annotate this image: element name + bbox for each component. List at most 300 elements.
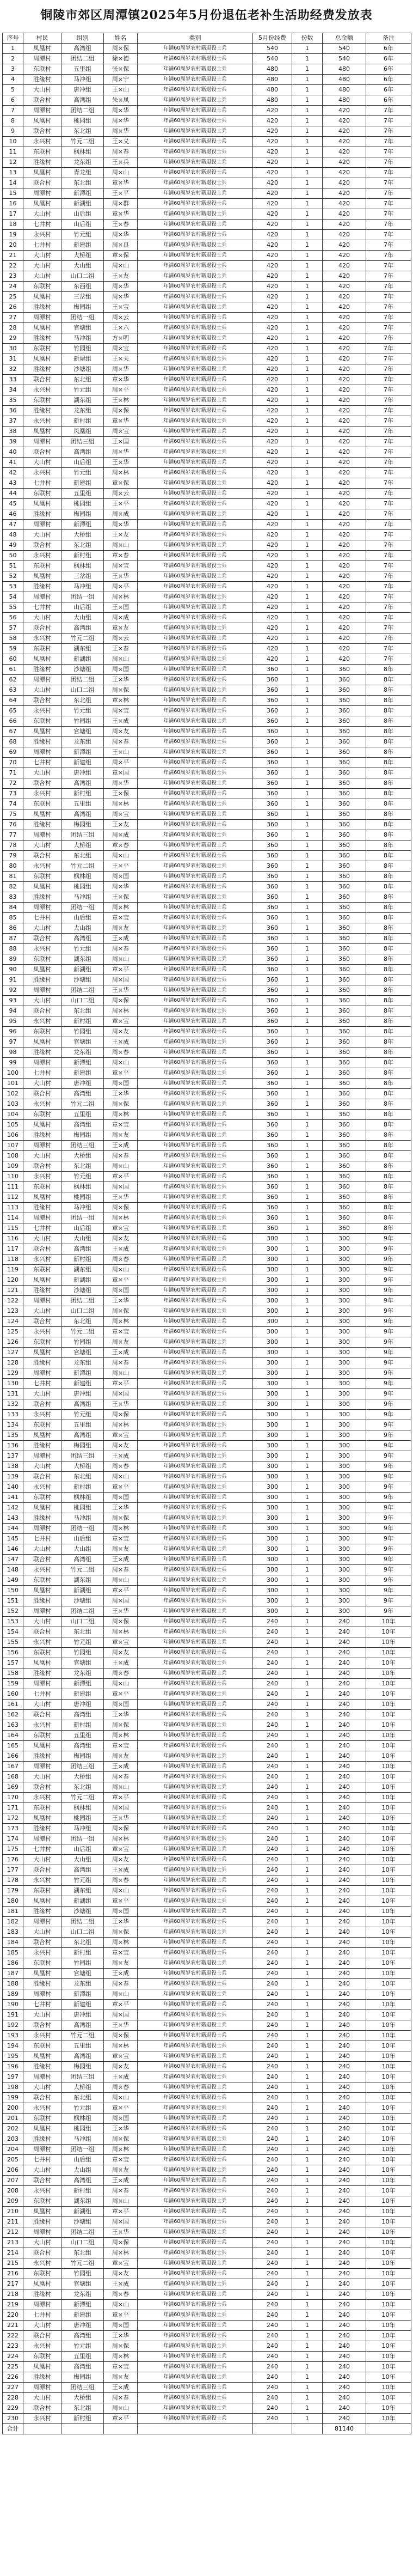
- cell-count: 1: [292, 1234, 323, 1244]
- cell-type: 年满60周岁农村籍退役士兵: [138, 437, 253, 447]
- cell-remark: 9年: [366, 1348, 411, 1358]
- cell-type: 年满60周岁农村籍退役士兵: [138, 2196, 253, 2207]
- cell-name: 王×平: [104, 188, 138, 199]
- cell-remark: 10年: [366, 2321, 411, 2331]
- cell-type: 年满60周岁农村籍退役士兵: [138, 520, 253, 530]
- table-row: [3, 954, 411, 965]
- cell-type: 年满60周岁农村籍退役士兵: [138, 251, 253, 261]
- cell-name: 王×友: [104, 271, 138, 282]
- cell-group: 新湖组: [61, 1275, 104, 1286]
- cell-count: 1: [292, 2031, 323, 2041]
- cell-type: 年满60周岁农村籍退役士兵: [138, 737, 253, 747]
- table-row: [3, 2082, 411, 2093]
- cell-type: 年满60周岁农村籍退役士兵: [138, 395, 253, 406]
- cell-fee: 360: [253, 727, 292, 737]
- cell-group: 新村组: [61, 1254, 104, 1265]
- cell-count: 1: [292, 2103, 323, 2114]
- cell-fee: 420: [253, 499, 292, 509]
- cell-count: 1: [292, 44, 323, 54]
- cell-name: 章×宝: [104, 1844, 138, 1855]
- table-row: [3, 2372, 411, 2383]
- cell-village: 胜缘村: [23, 1824, 61, 1834]
- cell-village: 永兴村: [23, 1410, 61, 1420]
- cell-total: 420: [323, 561, 366, 571]
- cell-remark: 8年: [366, 685, 411, 696]
- cell-count: 1: [292, 1203, 323, 1213]
- cell-name: 王×成: [104, 2383, 138, 2393]
- cell-type: 年满60周岁农村籍退役士兵: [138, 1358, 253, 1368]
- cell-type: 年满60周岁农村籍退役士兵: [138, 1099, 253, 1110]
- cell-type: 年满60周岁农村籍退役士兵: [138, 292, 253, 302]
- cell-village: 东联村: [23, 1493, 61, 1503]
- cell-no: 34: [3, 385, 23, 395]
- table-row: [3, 240, 411, 251]
- cell-total: 360: [323, 696, 366, 706]
- cell-remark: 7年: [366, 137, 411, 147]
- table-row: [3, 1461, 411, 1472]
- cell-village: 大山村: [23, 251, 61, 261]
- cell-total: 420: [323, 509, 366, 520]
- cell-group: 团结二组: [61, 2227, 104, 2238]
- cell-village: 永兴村: [23, 1793, 61, 1803]
- cell-count: 1: [292, 1958, 323, 1969]
- table-row: [3, 706, 411, 716]
- cell-group: 唐冲组: [61, 1079, 104, 1089]
- cell-fee: 240: [253, 2134, 292, 2145]
- table-row: [3, 2155, 411, 2165]
- cell-remark: 7年: [366, 209, 411, 220]
- cell-count: 1: [292, 478, 323, 489]
- cell-fee: 300: [253, 1586, 292, 1596]
- cell-type: 年满60周岁农村籍退役士兵: [138, 489, 253, 499]
- cell-no: 37: [3, 416, 23, 427]
- cell-total: 360: [323, 965, 366, 975]
- cell-type: 年满60周岁农村籍退役士兵: [138, 1741, 253, 1751]
- cell-total: 240: [323, 2403, 366, 2414]
- cell-name: 周×保: [104, 1306, 138, 1317]
- cell-group: 东北组: [61, 2403, 104, 2414]
- table-row: [3, 437, 411, 447]
- cell-group: 梅园组: [61, 1751, 104, 1762]
- cell-total: 540: [323, 54, 366, 64]
- cell-total: 240: [323, 2207, 366, 2217]
- cell-fee: 420: [253, 137, 292, 147]
- cell-count: 1: [292, 1120, 323, 1130]
- cell-fee: 300: [253, 1348, 292, 1358]
- cell-no: 130: [3, 1379, 23, 1389]
- cell-type: 年满60周岁农村籍退役士兵: [138, 157, 253, 168]
- table-row: [3, 2020, 411, 2031]
- cell-type: 年满60周岁农村籍退役士兵: [138, 1886, 253, 1896]
- cell-total: 420: [323, 261, 366, 271]
- cell-fee: 360: [253, 747, 292, 758]
- cell-total: 360: [323, 727, 366, 737]
- cell-no: 184: [3, 1938, 23, 1948]
- cell-group: 龙东组: [61, 737, 104, 747]
- cell-total: 240: [323, 1834, 366, 1844]
- cell-group: 团结二组: [61, 985, 104, 996]
- cell-name: 周×保: [104, 1720, 138, 1731]
- cell-fee: 360: [253, 799, 292, 809]
- cell-count: 1: [292, 2362, 323, 2372]
- cell-count: 1: [292, 1337, 323, 1348]
- cell-type: 年满60周岁农村籍退役士兵: [138, 1844, 253, 1855]
- cell-fee: 300: [253, 1275, 292, 1286]
- cell-name: 章×春: [104, 841, 138, 851]
- table-row: [3, 1493, 411, 1503]
- cell-fee: 420: [253, 458, 292, 468]
- cell-name: 王×成: [104, 1348, 138, 1358]
- cell-remark: 7年: [366, 561, 411, 571]
- cell-remark: 10年: [366, 2217, 411, 2227]
- cell-remark: 8年: [366, 1110, 411, 1120]
- cell-fee: 420: [253, 240, 292, 251]
- cell-fee: 360: [253, 1027, 292, 1037]
- cell-count: 1: [292, 582, 323, 592]
- cell-group: 枫林组: [61, 1182, 104, 1192]
- cell-village: 联合村: [23, 934, 61, 944]
- cell-name: 周×保: [104, 1617, 138, 1627]
- cell-remark: 10年: [366, 2300, 411, 2310]
- table-row: [3, 1286, 411, 1296]
- cell-remark: 7年: [366, 147, 411, 157]
- cell-village: 七井村: [23, 2310, 61, 2321]
- cell-village: 周潭村: [23, 313, 61, 323]
- cell-type: 年满60周岁农村籍退役士兵: [138, 2248, 253, 2258]
- cell-remark: 10年: [366, 2269, 411, 2279]
- cell-total: 240: [323, 1896, 366, 1907]
- cell-count: 1: [292, 872, 323, 882]
- cell-type: 年满60周岁农村籍退役士兵: [138, 1606, 253, 1617]
- table-row: [3, 333, 411, 344]
- cell-name: 王×友: [104, 530, 138, 540]
- table-row: [3, 2238, 411, 2248]
- cell-village: 周潭村: [23, 1762, 61, 1772]
- cell-total: 240: [323, 1803, 366, 1813]
- cell-total: 360: [323, 737, 366, 747]
- cell-count: 1: [292, 499, 323, 509]
- cell-group: 团结三组: [61, 2072, 104, 2082]
- table-row: [3, 1110, 411, 1120]
- cell-total: 420: [323, 168, 366, 178]
- cell-total: 240: [323, 2372, 366, 2383]
- cell-no: 27: [3, 313, 23, 323]
- cell-count: 1: [292, 261, 323, 271]
- cell-village: 联合村: [23, 1317, 61, 1327]
- cell-name: 周×春: [104, 1668, 138, 1679]
- cell-no: 151: [3, 1596, 23, 1606]
- cell-fee: 360: [253, 1006, 292, 1016]
- cell-no: 14: [3, 178, 23, 188]
- cell-no: 47: [3, 520, 23, 530]
- table-row: [3, 571, 411, 582]
- cell-total: 240: [323, 2331, 366, 2341]
- cell-name: 王×华: [104, 571, 138, 582]
- cell-group: 高湾组: [61, 2331, 104, 2341]
- cell-count: 1: [292, 809, 323, 820]
- cell-count: 1: [292, 1844, 323, 1855]
- cell-remark: 7年: [366, 344, 411, 354]
- cell-village: 胜缘村: [23, 1286, 61, 1296]
- table-row: [3, 2393, 411, 2403]
- table-row: [3, 364, 411, 375]
- cell-remark: 7年: [366, 178, 411, 188]
- cell-village: 东联村: [23, 64, 61, 75]
- cell-no: 32: [3, 364, 23, 375]
- cell-total: 240: [323, 1689, 366, 1700]
- cell-no: 134: [3, 1420, 23, 1430]
- table-row: [3, 1782, 411, 1793]
- cell-group: 竹园组: [61, 344, 104, 354]
- cell-no: 122: [3, 1296, 23, 1306]
- table-row: [3, 1917, 411, 1927]
- cell-total: 360: [323, 1058, 366, 1068]
- table-row: [3, 2321, 411, 2331]
- cell-group: 大桥组: [61, 530, 104, 540]
- cell-count: 1: [292, 2248, 323, 2258]
- cell-village: 大山村: [23, 768, 61, 778]
- cell-village: 周潭村: [23, 675, 61, 685]
- cell-group: 三岔组: [61, 571, 104, 582]
- cell-type: 年满60周岁农村籍退役士兵: [138, 1172, 253, 1182]
- cell-fee: 420: [253, 147, 292, 157]
- table-row: [3, 1151, 411, 1161]
- cell-remark: 8年: [366, 830, 411, 841]
- cell-name: 王×成: [104, 2279, 138, 2289]
- cell-no: 30: [3, 344, 23, 354]
- cell-count: 1: [292, 2310, 323, 2321]
- cell-count: 1: [292, 654, 323, 665]
- cell-group: 高湾组: [61, 934, 104, 944]
- cell-fee: 300: [253, 1358, 292, 1368]
- cell-village: 东联村: [23, 561, 61, 571]
- cell-fee: 300: [253, 1493, 292, 1503]
- cell-type: 年满60周岁农村籍退役士兵: [138, 2031, 253, 2041]
- cell-group: 马冲组: [61, 1513, 104, 1524]
- cell-count: 1: [292, 1306, 323, 1317]
- table-row: [3, 282, 411, 292]
- cell-name: 周×友: [104, 1648, 138, 1658]
- cell-group: 高湾组: [61, 2362, 104, 2372]
- cell-remark: 9年: [366, 1244, 411, 1254]
- cell-remark: 8年: [366, 882, 411, 892]
- cell-village: 永兴村: [23, 2341, 61, 2352]
- cell-remark: 10年: [366, 2403, 411, 2414]
- cell-remark: 10年: [366, 1658, 411, 1668]
- table-row: [3, 1016, 411, 1027]
- cell-fee: 540: [253, 54, 292, 64]
- cell-remark: 8年: [366, 841, 411, 851]
- cell-group: 唐冲组: [61, 85, 104, 95]
- cell-fee: 240: [253, 1741, 292, 1751]
- cell-no: 213: [3, 2238, 23, 2248]
- cell-no: 99: [3, 1058, 23, 1068]
- cell-remark: 10年: [366, 2352, 411, 2362]
- cell-remark: 9年: [366, 1265, 411, 1275]
- cell-type: 年满60周岁农村籍退役士兵: [138, 2258, 253, 2269]
- cell-no: 147: [3, 1555, 23, 1565]
- cell-village: 凤凰村: [23, 1503, 61, 1513]
- cell-no: 118: [3, 1254, 23, 1265]
- cell-total: 420: [323, 437, 366, 447]
- table-row: [3, 1575, 411, 1586]
- cell-group: 东北组: [61, 1782, 104, 1793]
- cell-fee: 480: [253, 75, 292, 85]
- cell-group: 新建组: [61, 1068, 104, 1079]
- cell-group: 东北组: [61, 1627, 104, 1637]
- cell-fee: 420: [253, 220, 292, 230]
- cell-count: 1: [292, 1565, 323, 1575]
- cell-total: 240: [323, 2031, 366, 2041]
- cell-name: 周×国: [104, 2217, 138, 2227]
- cell-village: 周潭村: [23, 54, 61, 64]
- table-row: [3, 1306, 411, 1317]
- cell-count: 1: [292, 1482, 323, 1493]
- cell-total: 420: [323, 499, 366, 509]
- cell-no: 89: [3, 954, 23, 965]
- table-row: [3, 809, 411, 820]
- cell-total: 420: [323, 313, 366, 323]
- cell-count: 1: [292, 1265, 323, 1275]
- table-footer: [3, 2424, 411, 2434]
- cell-count: 1: [292, 1948, 323, 1958]
- table-row: [3, 1617, 411, 1627]
- cell-no: 40: [3, 447, 23, 458]
- cell-no: 202: [3, 2124, 23, 2134]
- table-row: [3, 685, 411, 696]
- cell-village: 周潭村: [23, 520, 61, 530]
- cell-no: 205: [3, 2155, 23, 2165]
- cell-fee: 420: [253, 613, 292, 623]
- cell-fee: 420: [253, 354, 292, 364]
- cell-type: 年满60周岁农村籍退役士兵: [138, 168, 253, 178]
- table-row: [3, 582, 411, 592]
- cell-type: 年满60周岁农村籍退役士兵: [138, 696, 253, 706]
- cell-no: 217: [3, 2279, 23, 2289]
- cell-count: 1: [292, 1989, 323, 2000]
- cell-no: 46: [3, 509, 23, 520]
- cell-type: 年满60周岁农村籍退役士兵: [138, 799, 253, 809]
- cell-count: 1: [292, 1917, 323, 1927]
- cell-group: 新建组: [61, 2000, 104, 2010]
- cell-remark: 9年: [366, 1389, 411, 1399]
- table-row: [3, 696, 411, 706]
- cell-count: 1: [292, 1731, 323, 1741]
- cell-type: 年满60周岁农村籍退役士兵: [138, 758, 253, 768]
- table-row: [3, 1565, 411, 1575]
- cell-fee: 240: [253, 1896, 292, 1907]
- cell-fee: 240: [253, 2310, 292, 2321]
- table-row: [3, 1907, 411, 1917]
- cell-total: 240: [323, 1886, 366, 1896]
- cell-group: 五里组: [61, 489, 104, 499]
- cell-remark: 8年: [366, 820, 411, 830]
- cell-count: 1: [292, 437, 323, 447]
- cell-group: 东北组: [61, 375, 104, 385]
- cell-fee: 360: [253, 903, 292, 913]
- cell-group: 高湾组: [61, 1865, 104, 1875]
- cell-no: 111: [3, 1182, 23, 1192]
- cell-count: 1: [292, 220, 323, 230]
- table-row: [3, 934, 411, 944]
- cell-name: 章×友: [104, 623, 138, 634]
- cell-remark: 7年: [366, 271, 411, 282]
- cell-name: 章×平: [104, 2414, 138, 2424]
- cell-no: 12: [3, 157, 23, 168]
- cell-name: 周×春: [104, 944, 138, 954]
- cell-group: 龙东组: [61, 2289, 104, 2300]
- cell-fee: 240: [253, 1668, 292, 1679]
- cell-no: 173: [3, 1824, 23, 1834]
- cell-village: 永兴村: [23, 1172, 61, 1182]
- cell-name: 周×山: [104, 2403, 138, 2414]
- table-row: [3, 975, 411, 985]
- cell-fee: 300: [253, 1379, 292, 1389]
- table-row: [3, 768, 411, 778]
- cell-no: 104: [3, 1110, 23, 1120]
- cell-name: 周×友: [104, 1958, 138, 1969]
- cell-remark: 7年: [366, 447, 411, 458]
- cell-name: 周×国: [104, 1803, 138, 1813]
- cell-type: 年满60周岁农村籍退役士兵: [138, 1451, 253, 1461]
- cell-group: 大山组: [61, 1855, 104, 1865]
- cell-village: 联合村: [23, 95, 61, 106]
- cell-fee: 240: [253, 1762, 292, 1772]
- table-row: [3, 747, 411, 758]
- cell-total: 240: [323, 1679, 366, 1689]
- cell-type: 年满60周岁农村籍退役士兵: [138, 747, 253, 758]
- cell-fee: 360: [253, 665, 292, 675]
- cell-village: 七井村: [23, 1379, 61, 1389]
- table-row: [3, 1793, 411, 1803]
- cell-group: 官塘组: [61, 727, 104, 737]
- cell-remark: 7年: [366, 230, 411, 240]
- cell-village: 七井村: [23, 2155, 61, 2165]
- cell-no: 68: [3, 737, 23, 747]
- cell-count: 1: [292, 1327, 323, 1337]
- cell-type: 年满60周岁农村籍退役士兵: [138, 654, 253, 665]
- cell-count: 1: [292, 251, 323, 261]
- cell-type: 年满60周岁农村籍退役士兵: [138, 903, 253, 913]
- cell-type: 年满60周岁农村籍退役士兵: [138, 499, 253, 509]
- cell-total: 360: [323, 923, 366, 934]
- table-row: [3, 1606, 411, 1617]
- total-empty-cell: [253, 2424, 292, 2434]
- cell-type: 年满60周岁农村籍退役士兵: [138, 2114, 253, 2124]
- cell-remark: 9年: [366, 1399, 411, 1410]
- cell-remark: 8年: [366, 799, 411, 809]
- cell-group: 新潭组: [61, 2300, 104, 2310]
- cell-total: 240: [323, 1731, 366, 1741]
- cell-village: 大山村: [23, 996, 61, 1006]
- cell-village: 胜缘村: [23, 1130, 61, 1141]
- table-row: [3, 2031, 411, 2041]
- table-row: [3, 199, 411, 209]
- cell-group: 湖东组: [61, 1886, 104, 1896]
- cell-type: 年满60周岁农村籍退役士兵: [138, 1700, 253, 1710]
- table-row: [3, 665, 411, 675]
- cell-type: 年满60周岁农村籍退役士兵: [138, 2103, 253, 2114]
- cell-group: 新湖组: [61, 654, 104, 665]
- cell-total: 240: [323, 1824, 366, 1834]
- cell-fee: 360: [253, 872, 292, 882]
- cell-name: 周×林: [104, 2041, 138, 2051]
- cell-fee: 240: [253, 2279, 292, 2289]
- table-row: [3, 458, 411, 468]
- cell-remark: 9年: [366, 1379, 411, 1389]
- cell-group: 新潭组: [61, 747, 104, 758]
- table-row: [3, 1213, 411, 1223]
